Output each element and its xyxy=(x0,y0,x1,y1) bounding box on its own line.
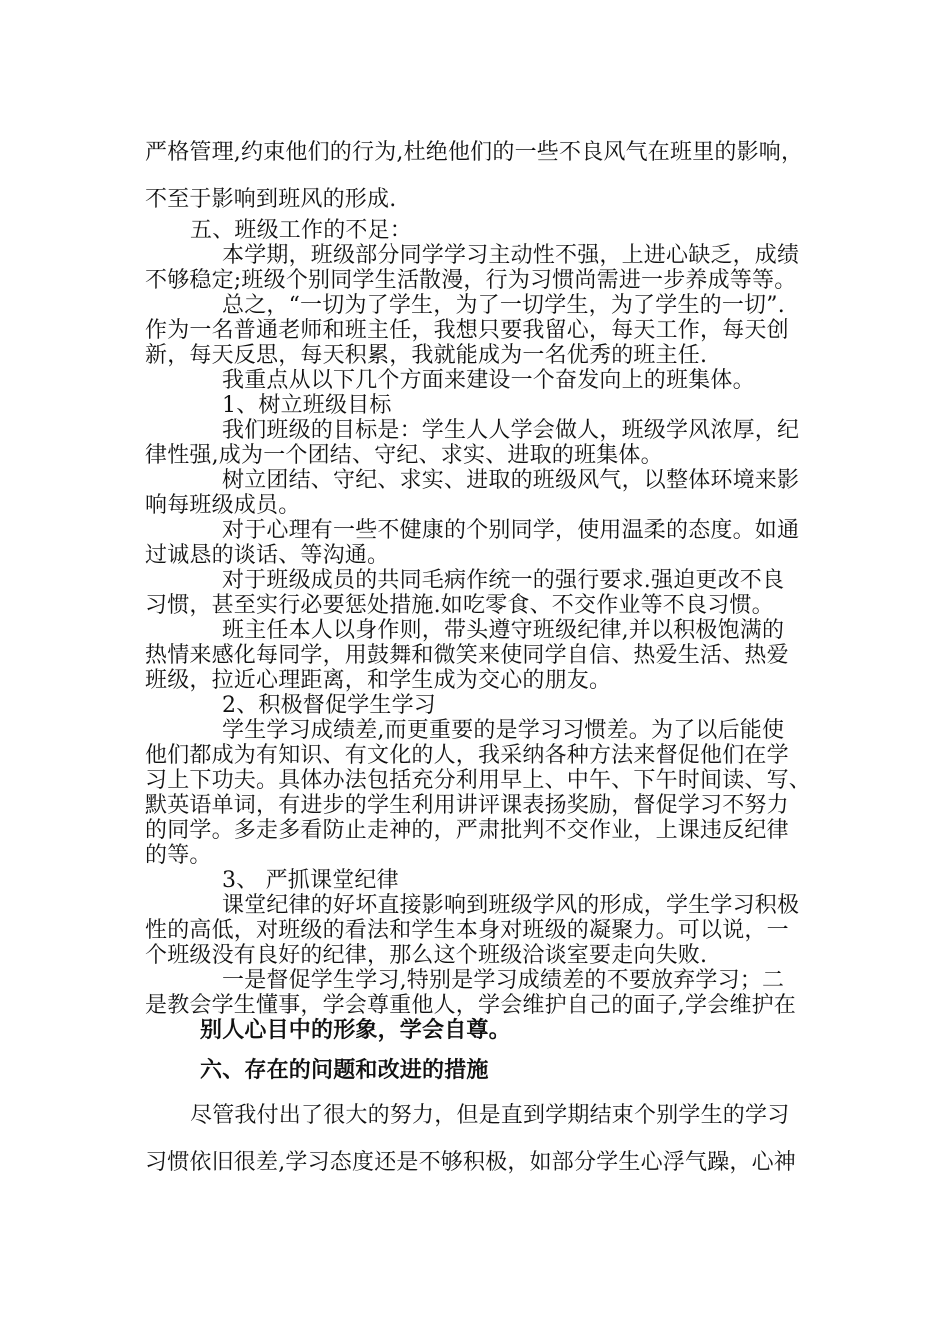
paragraph-line: 作为一名普通老师和班主任，我想只要我留心，每天工作，每天创 xyxy=(145,318,789,343)
paragraph-line: 习惯依旧很差,学习态度还是不够积极，如部分学生心浮气躁，心神 xyxy=(145,1150,796,1175)
paragraph-line: 本学期，班级部分同学学习主动性不强，上进心缺乏，成绩 xyxy=(222,243,800,268)
paragraph-line: 的等。 xyxy=(145,843,212,868)
paragraph-line: 过诚恳的谈话、等沟通。 xyxy=(145,543,390,568)
paragraph-line: 的同学。多走多看防止走神的，严肃批判不交作业，上课违反纪律 xyxy=(145,818,789,843)
paragraph-line: 对于心理有一些不健康的个别同学，使用温柔的态度。如通 xyxy=(222,518,800,543)
paragraph-line: 对于班级成员的共同毛病作统一的强行要求.强迫更改不良 xyxy=(222,568,785,593)
paragraph-line: 总之，“一切为了学生，为了一切学生，为了学生的一切”. xyxy=(222,293,785,318)
paragraph-line: 一是督促学生学习,特别是学习成绩差的不要放弃学习；二 xyxy=(222,968,785,993)
paragraph-line: 新，每天反思，每天积累，我就能成为一名优秀的班主任. xyxy=(145,343,708,368)
paragraph-line: 班级，拉近心理距离，和学生成为交心的朋友。 xyxy=(145,668,612,693)
paragraph-line: 他们都成为有知识、有文化的人，我采纳各种方法来督促他们在学 xyxy=(145,743,789,768)
paragraph-line: 尽管我付出了很大的努力，但是直到学期结束个别学生的学习 xyxy=(190,1103,790,1128)
paragraph-line: 别人心目中的形象，学会自尊。 xyxy=(200,1018,511,1043)
paragraph-line: 习惯，甚至实行必要惩处措施.如吃零食、不交作业等不良习惯。 xyxy=(145,593,774,618)
subsection-heading: 3、 严抓课堂纪律 xyxy=(222,868,399,893)
paragraph-line: 热情来感化每同学，用鼓舞和微笑来使同学自信、热爱生活、热爱 xyxy=(145,643,789,668)
paragraph-line: 响每班级成员。 xyxy=(145,493,301,518)
paragraph-line: 我们班级的目标是：学生人人学会做人，班级学风浓厚，纪 xyxy=(222,418,800,443)
section-heading: 六、存在的问题和改进的措施 xyxy=(200,1058,489,1083)
paragraph-line: 不至于影响到班风的形成. xyxy=(145,187,397,212)
paragraph-line: 严格管理,约束他们的行为,杜绝他们的一些不良风气在班里的影响， xyxy=(145,140,804,165)
paragraph-line: 树立团结、守纪、求实、进取的班级风气，以整体环境来影 xyxy=(222,468,800,493)
paragraph-line: 学生学习成绩差,而更重要的是学习习惯差。为了以后能使 xyxy=(222,718,785,743)
paragraph-line: 性的高低，对班级的看法和学生本身对班级的凝聚力。可以说，一 xyxy=(145,918,789,943)
subsection-heading: 2、积极督促学生学习 xyxy=(222,693,436,718)
paragraph-line: 习上下功夫。具体办法包括充分利用早上、中午、下午时间读、写、 xyxy=(145,768,812,793)
paragraph-line: 我重点从以下几个方面来建设一个奋发向上的班集体。 xyxy=(222,368,755,393)
paragraph-line: 班主任本人以身作则，带头遵守班级纪律,并以积极饱满的 xyxy=(222,618,785,643)
paragraph-line: 不够稳定;班级个别同学生活散漫，行为习惯尚需进一步养成等等。 xyxy=(145,268,797,293)
paragraph-line: 是教会学生懂事，学会尊重他人，学会维护自己的面子,学会维护在 xyxy=(145,993,796,1018)
section-heading: 五、班级工作的不足： xyxy=(190,218,413,243)
paragraph-line: 课堂纪律的好坏直接影响到班级学风的形成，学生学习积极 xyxy=(222,893,800,918)
paragraph-line: 个班级没有良好的纪律，那么这个班级洽谈室要走向失败. xyxy=(145,943,708,968)
paragraph-line: 默英语单词，有进步的学生利用讲评课表扬奖励，督促学习不努力 xyxy=(145,793,789,818)
subsection-heading: 1、树立班级目标 xyxy=(222,393,392,418)
paragraph-line: 律性强,成为一个团结、守纪、求实、进取的班集体。 xyxy=(145,443,663,468)
